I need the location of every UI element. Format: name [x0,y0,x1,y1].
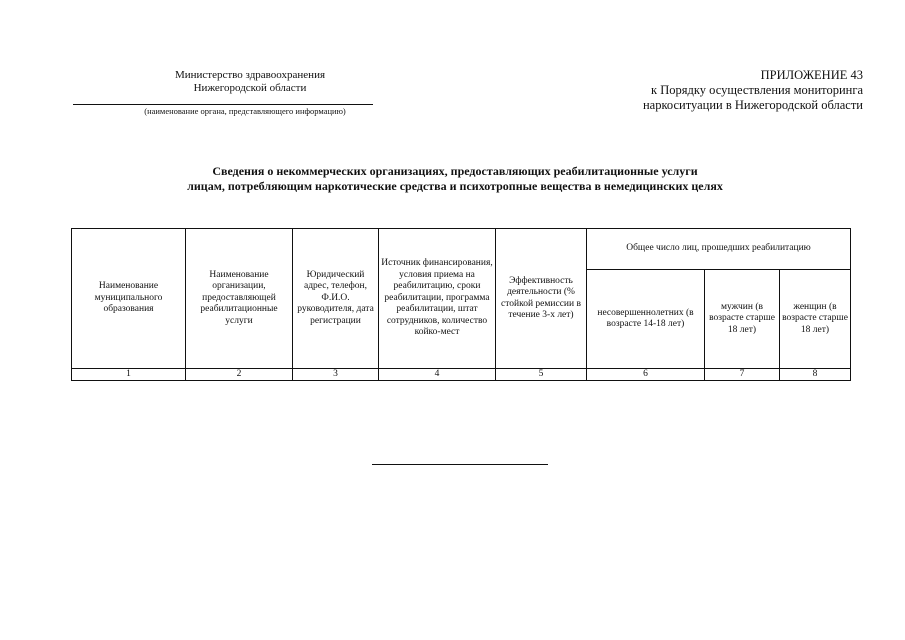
title-line-2: лицам, потребляющим наркотические средства и психотропные вещества в немедицинских целях [187,179,723,193]
ministry-caption: (наименование органа, представляющего информацию) [144,106,346,116]
subheader-women: женщин (в возрасте старше 18 лет) [780,270,851,369]
header-funding-source: Источник финансирования, условия приема на реабилитацию, сроки реабилитации, программа реабилитации, штат сотрудников, количество койко-мест [379,229,496,369]
header-total-rehabilitated: Общее число лиц, прошедших реабилитацию [587,229,851,270]
document-title [60,164,850,194]
appendix-line-2: к Порядку осуществления мониторинга [651,83,863,97]
subheader-minors: несовершеннолетних (в возрасте 14-18 лет) [587,270,705,369]
header-effectiveness: Эффективность деятельности (% стойкой ремиссии в течение 3-х лет) [496,229,587,369]
ministry-name [110,69,390,95]
ministry-line-1: Министерство здравоохранения [174,69,326,81]
ministry-underline [73,104,373,105]
column-number: 5 [496,369,587,381]
column-number: 3 [293,369,379,381]
column-number: 1 [72,369,186,381]
column-number: 4 [379,369,496,381]
rehab-table [71,228,851,381]
column-number: 6 [587,369,705,381]
header-legal-address: Юридический адрес, телефон, Ф.И.О. руководителя, дата регистрации [293,229,379,369]
header-municipality: Наименование муниципального образования [72,229,186,369]
column-number: 8 [780,369,851,381]
header-organization: Наименование организации, предоставляющей реабилитационные услуги [186,229,293,369]
appendix-header [533,68,863,113]
column-numbers-row [72,369,851,381]
subheader-men: мужчин (в возрасте старше 18 лет) [705,270,780,369]
footnote-separator [372,464,548,465]
column-number: 2 [186,369,293,381]
title-line-1: Сведения о некоммерческих организациях, предоставляющих реабилитационные услуги [212,164,698,178]
ministry-line-2: Нижегородской области [193,82,307,94]
appendix-line-3: наркоситуации в Нижегородской области [642,98,863,112]
column-number: 7 [705,369,780,381]
appendix-line-1: ПРИЛОЖЕНИЕ 43 [760,68,863,82]
